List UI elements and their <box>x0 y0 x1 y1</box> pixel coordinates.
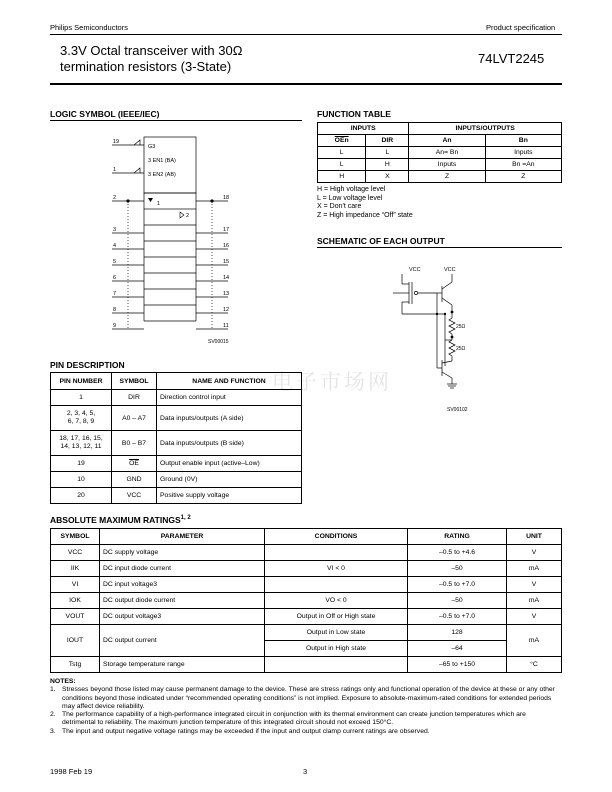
note-number: 2. <box>50 711 56 719</box>
table-cell <box>265 657 408 673</box>
table-cell: –0.5 to +7.0 <box>408 609 507 625</box>
table-cell: V <box>507 545 562 561</box>
table-row <box>318 159 562 171</box>
abs-max-heading-sup: 1, 2 <box>180 515 191 522</box>
pin-label: 16 <box>223 243 230 249</box>
table-cell: VOUT <box>51 609 100 625</box>
table-cell: $\overline{OE}$ <box>112 456 157 472</box>
table-cell: Z <box>409 171 485 183</box>
table-cell: DC output voltage3 <box>100 609 265 625</box>
table-cell: DC input voltage3 <box>100 577 265 593</box>
am-col-parameter: PARAMETER <box>100 529 265 545</box>
table-cell: L <box>366 147 409 159</box>
pin-label: 19 <box>113 139 120 145</box>
legend-item: L = Low voltage level <box>317 194 383 202</box>
legend-item: H = High voltage level <box>317 186 386 193</box>
table-cell: Z <box>485 171 561 183</box>
pin-label: 18 <box>223 195 230 201</box>
table-row <box>51 406 302 431</box>
pin-label: 8 <box>113 307 117 313</box>
table-cell: 1 <box>51 390 112 406</box>
note-item <box>50 686 562 711</box>
schematic-heading: SCHEMATIC OF EACH OUTPUT <box>317 236 445 246</box>
am-col-unit: UNIT <box>507 529 562 545</box>
g3-label: G3 <box>148 144 156 150</box>
table-cell: Data inputs/outputs (A side) <box>157 406 302 431</box>
table-cell: An= Bn <box>409 147 485 159</box>
abs-max-heading <box>50 515 191 525</box>
legend-item: Z = High impedance “Off” state <box>317 211 413 219</box>
table-cell: Positive supply voltage <box>157 488 302 504</box>
note-text: The performance capability of a high-performance integrated circuit in conjunction with its thermal environment can create junction temperatures which are detrimental to reliability. The maximum junction temperature of this integrated circuit should not exceed 150°C. <box>62 711 526 727</box>
note-number: 1. <box>50 686 56 694</box>
table-row <box>51 625 562 641</box>
table-row <box>51 456 302 472</box>
pin-label: 11 <box>223 323 229 329</box>
ft-group-inputs: INPUTS <box>318 123 409 135</box>
table-cell: Inputs <box>485 147 561 159</box>
table-cell: Tstg <box>51 657 100 673</box>
table-cell: mA <box>507 625 562 657</box>
table-row <box>51 657 562 673</box>
en1-label: 3 EN1 (BA) <box>148 158 176 164</box>
notes <box>50 678 562 736</box>
table-cell <box>265 545 408 561</box>
table-cell: X <box>366 171 409 183</box>
am-col-symbol: SYMBOL <box>51 529 100 545</box>
ft-col-bn: Bn <box>485 135 561 147</box>
note-text: The input and output negative voltage ratings may be exceeded if the input and output clamp current ratings are observed. <box>62 727 430 735</box>
pin-label: 12 <box>223 307 230 313</box>
table-cell: VCC <box>51 545 100 561</box>
table-cell: –64 <box>408 641 507 657</box>
table-cell: V <box>507 577 562 593</box>
logic-symbol-diagram <box>50 125 302 347</box>
table-cell: H <box>318 171 366 183</box>
table-cell: Output enable input (active–Low) <box>157 456 302 472</box>
table-row <box>51 577 562 593</box>
table-cell: Data inputs/outputs (B side) <box>157 431 302 456</box>
part-number: 74LVT2245 <box>478 51 545 66</box>
table-row <box>51 431 302 456</box>
d1-label: 1 <box>157 201 161 207</box>
page-title <box>60 43 242 75</box>
table-cell: IIK <box>51 561 100 577</box>
logic-symbol-rule <box>50 120 302 121</box>
note-item <box>50 728 562 736</box>
table-cell: 19 <box>51 456 112 472</box>
legend-item: X = Don't care <box>317 203 362 210</box>
ft-col-oen: $\overline{OEn}$ <box>318 135 366 147</box>
table-cell: A0 – A7 <box>112 406 157 431</box>
table-cell: Output in High state <box>265 641 408 657</box>
function-table <box>317 122 562 183</box>
r2-label: 25Ω <box>456 346 466 352</box>
table-cell: 18, 17, 16, 15, 14, 13, 12, 11 <box>51 431 112 456</box>
ft-col-an: An <box>409 135 485 147</box>
table-cell: V <box>507 609 562 625</box>
left-pin-numbers <box>113 139 119 329</box>
pin-label: 13 <box>223 291 230 297</box>
table-row <box>318 171 562 183</box>
title-line2: termination resistors (3-State) <box>60 59 232 74</box>
table-cell: –65 to +150 <box>408 657 507 673</box>
abs-max-heading-text: ABSOLUTE MAXIMUM RATINGS <box>50 515 181 525</box>
table-cell: DC output diode current <box>100 593 265 609</box>
table-cell: GND <box>112 472 157 488</box>
footer-date: 1998 Feb 19 <box>50 767 93 776</box>
vcc1-label: VCC <box>409 267 421 273</box>
table-cell: 10 <box>51 472 112 488</box>
table-cell: 2, 3, 4, 5, 6, 7, 8, 9 <box>51 406 112 431</box>
title-line1: 3.3V Octal transceiver with 30Ω <box>60 43 243 58</box>
table-cell: –0.5 to +7.0 <box>408 577 507 593</box>
table-cell: Ground (0V) <box>157 472 302 488</box>
header-company: Philips Semiconductors <box>50 23 128 32</box>
table-cell: mA <box>507 593 562 609</box>
notes-heading: NOTES: <box>50 678 76 685</box>
pin-label: 2 <box>113 195 117 201</box>
table-cell: –50 <box>408 561 507 577</box>
table-cell: L <box>318 159 366 171</box>
abs-max-table <box>50 528 562 673</box>
table-row <box>51 545 562 561</box>
ft-group-io: INPUTS/OUTPUTS <box>409 123 562 135</box>
table-cell: Output in Low state <box>265 625 408 641</box>
en2-label: 3 EN2 (AB) <box>148 172 176 178</box>
table-row <box>51 488 302 504</box>
pd-col-pin: PIN NUMBER <box>51 373 112 390</box>
pin-label: 1 <box>113 167 117 173</box>
table-row <box>51 561 562 577</box>
pd-col-symbol: SYMBOL <box>112 373 157 390</box>
footer-page: 3 <box>303 767 308 776</box>
table-row <box>51 390 302 406</box>
table-cell: 20 <box>51 488 112 504</box>
note-number: 3. <box>50 727 56 735</box>
table-cell: DIR <box>112 390 157 406</box>
pin-description-heading: PIN DESCRIPTION <box>50 360 125 370</box>
pin-label: 6 <box>113 275 117 281</box>
d2-label: 2 <box>186 213 190 219</box>
table-cell: mA <box>507 561 562 577</box>
right-pin-numbers <box>223 195 229 329</box>
pin-label: 3 <box>113 227 117 233</box>
am-col-rating: RATING <box>408 529 507 545</box>
logic-symbol-code: SV00015 <box>208 339 229 345</box>
table-row <box>318 147 562 159</box>
pin-label: 14 <box>223 275 230 281</box>
title-rule <box>50 83 562 85</box>
pin-label: 15 <box>223 259 230 265</box>
note-item <box>50 711 562 728</box>
table-cell: L <box>318 147 366 159</box>
table-cell: DC supply voltage <box>100 545 265 561</box>
pin-description-table <box>50 372 302 504</box>
table-cell: –50 <box>408 593 507 609</box>
r1-label: 25Ω <box>456 324 466 330</box>
function-table-heading: FUNCTION TABLE <box>317 109 391 119</box>
table-cell: VI <box>51 577 100 593</box>
table-cell: Inputs <box>409 159 485 171</box>
table-row <box>51 609 562 625</box>
schematic-code: SV00102 <box>447 407 468 413</box>
logic-symbol-heading: LOGIC SYMBOL (IEEE/IEC) <box>50 109 160 119</box>
table-cell: VI < 0 <box>265 561 408 577</box>
am-col-conditions: CONDITIONS <box>265 529 408 545</box>
table-cell: VCC <box>112 488 157 504</box>
table-cell: –0.5 to +4.6 <box>408 545 507 561</box>
header-rule <box>50 34 562 35</box>
ft-col-dir: DIR <box>366 135 409 147</box>
table-cell: VO < 0 <box>265 593 408 609</box>
table-cell: Direction control input <box>157 390 302 406</box>
pin-label: 7 <box>113 291 117 297</box>
table-cell: IOUT <box>51 625 100 657</box>
pin-label: 4 <box>113 243 117 249</box>
first-channel-block <box>144 193 196 209</box>
pd-col-name: NAME AND FUNCTION <box>157 373 302 390</box>
table-cell: °C <box>507 657 562 673</box>
table-cell: IOK <box>51 593 100 609</box>
header-doc-type: Product specification <box>486 23 556 32</box>
table-cell: H <box>366 159 409 171</box>
table-row <box>51 472 302 488</box>
table-cell: Output in Off or High state <box>265 609 408 625</box>
table-row <box>51 593 562 609</box>
function-table-legend <box>317 186 413 220</box>
note-text: Stresses beyond those listed may cause permanent damage to the device. These are stress ratings only and functional operation of the device at these or any other conditions beyond those indicated under “recommended operating conditions” is not implied. Exposure to absolute-maximum-rated conditions for extended periods may affect device reliability. <box>62 686 555 710</box>
watermark: 电子市场网 <box>272 371 392 394</box>
table-cell: B0 – B7 <box>112 431 157 456</box>
pin-label: 5 <box>113 259 117 265</box>
table-cell: DC input diode current <box>100 561 265 577</box>
table-cell: Bn =An <box>485 159 561 171</box>
table-cell: Storage temperature range <box>100 657 265 673</box>
table-cell: DC output current <box>100 625 265 657</box>
table-cell <box>265 577 408 593</box>
table-cell: 128 <box>408 625 507 641</box>
pin-label: 9 <box>113 323 117 329</box>
pin-label: 17 <box>223 227 230 233</box>
vcc2-label: VCC <box>444 267 456 273</box>
